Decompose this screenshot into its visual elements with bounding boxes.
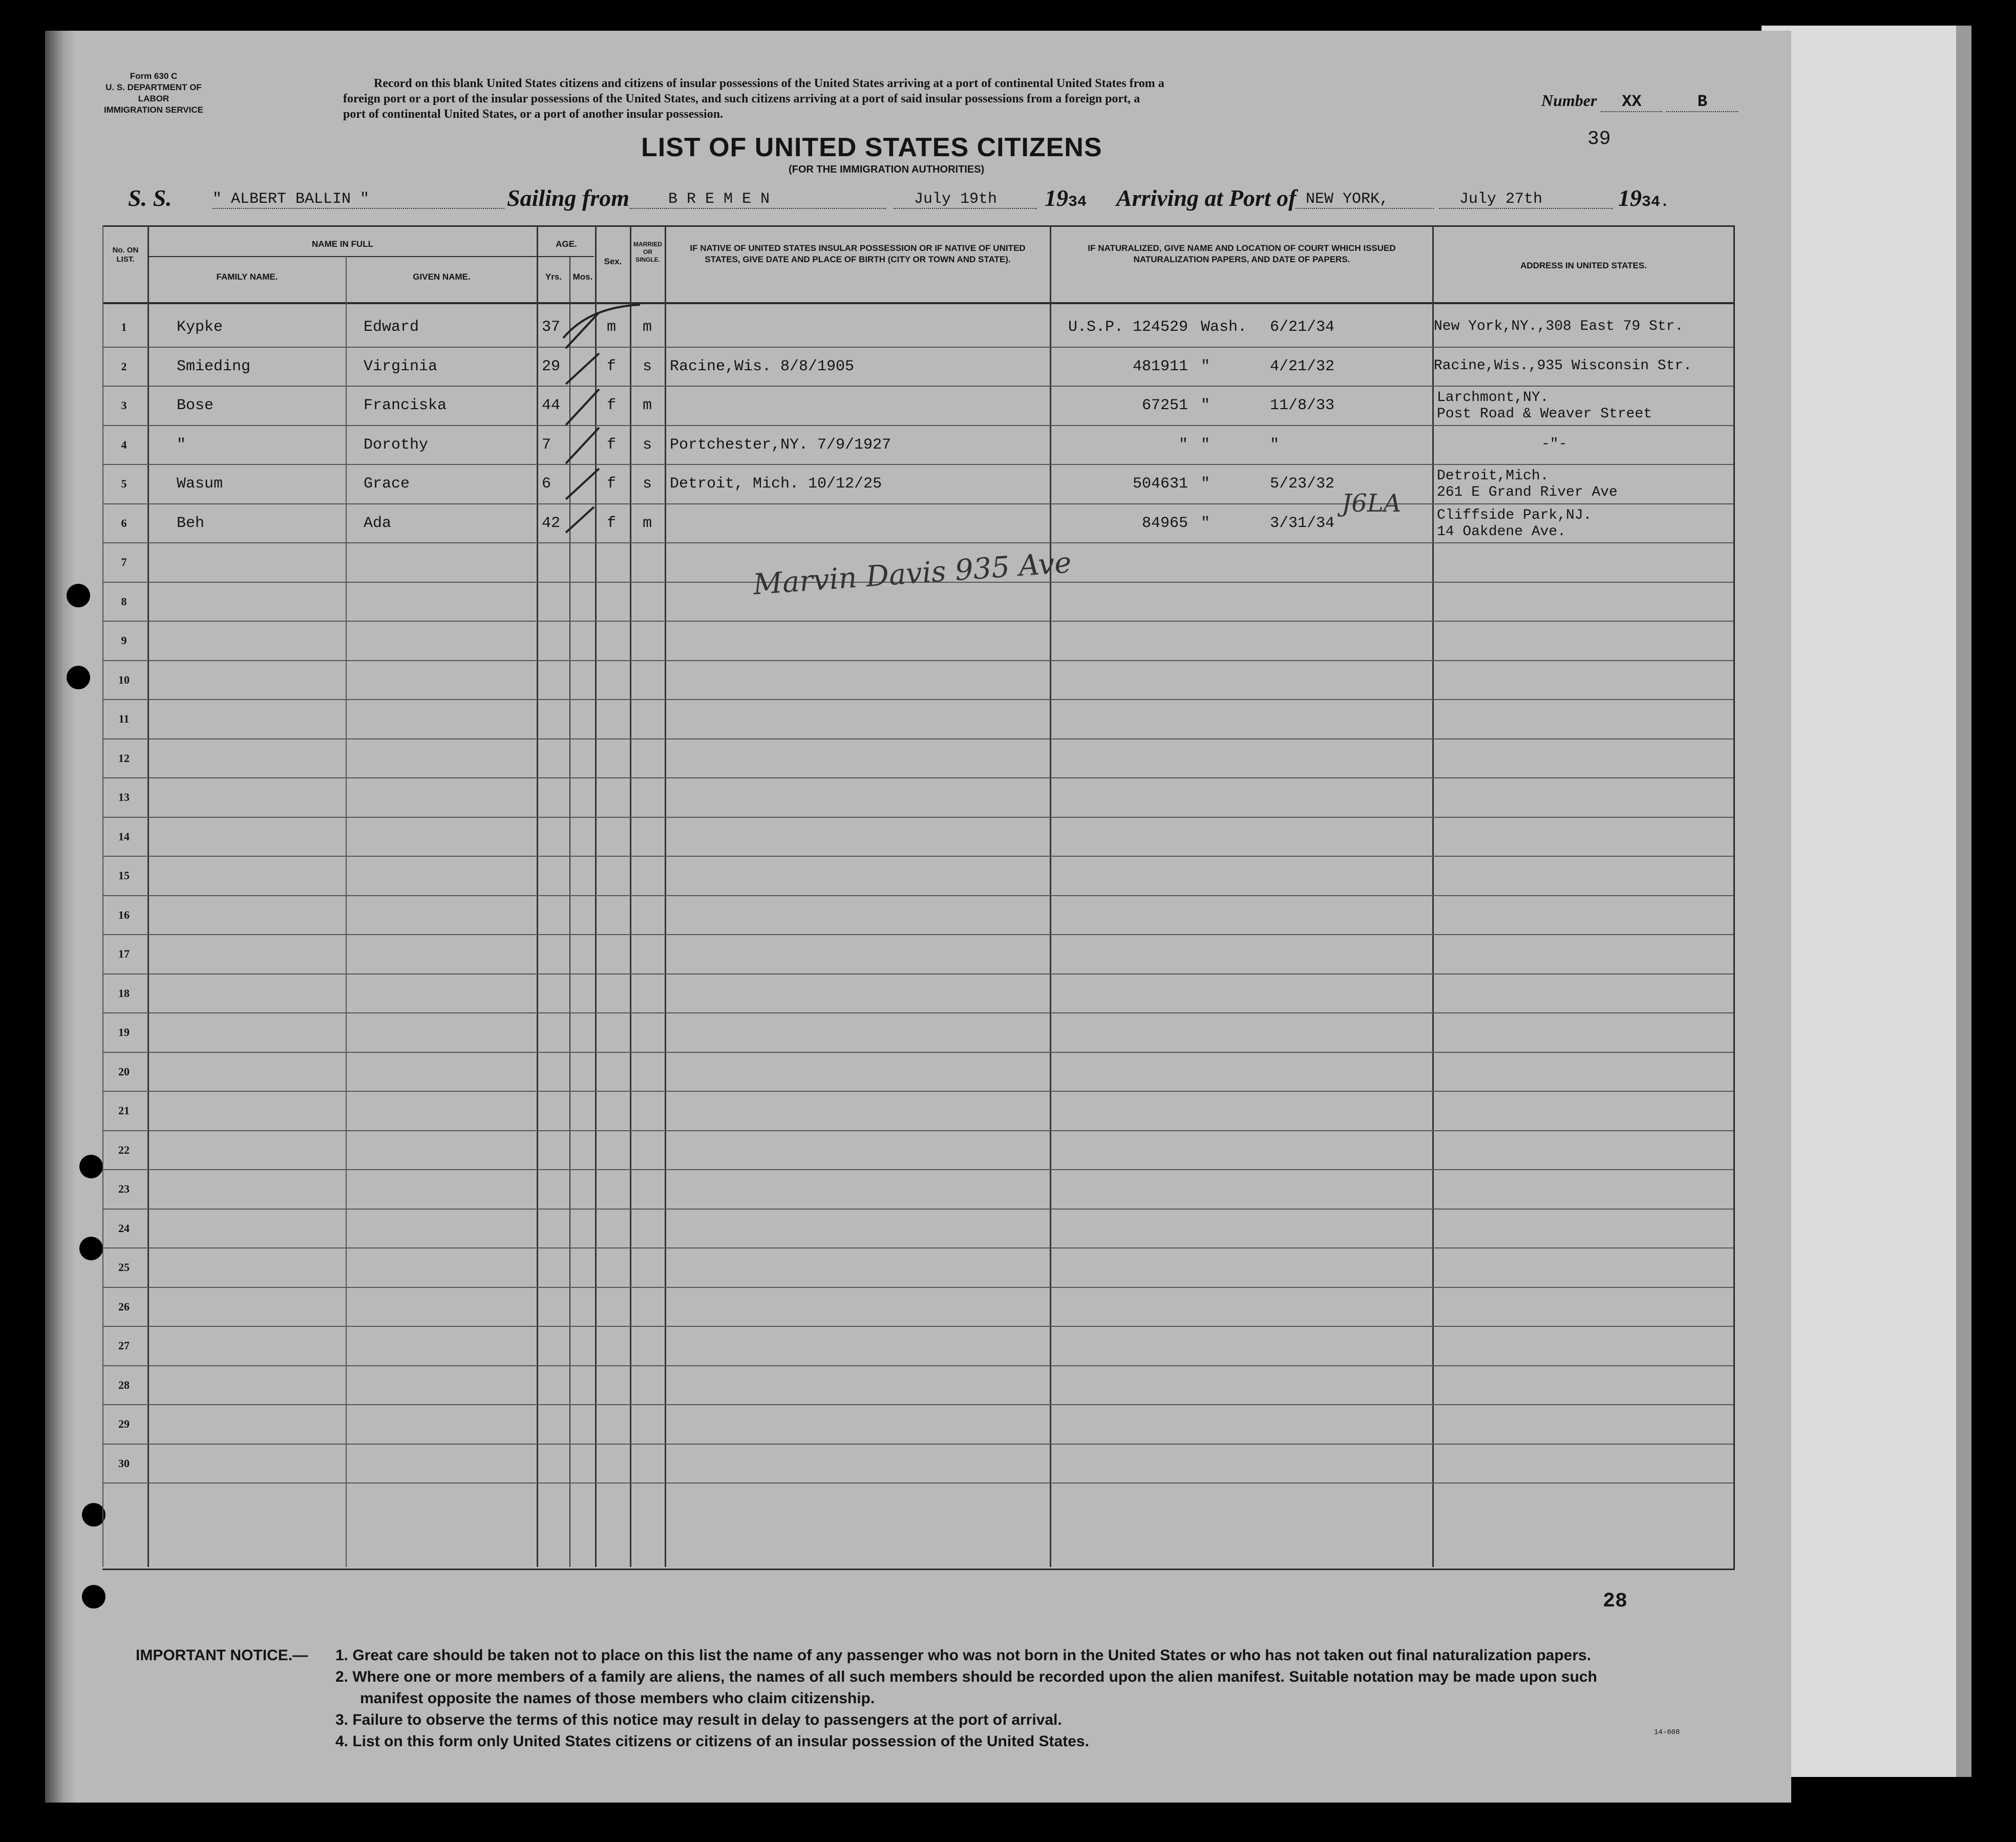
- row-rule: [102, 777, 1733, 778]
- notice-item: 4. List on this form only United States citizens or citizens of an insular possession of the United States.: [335, 1733, 1089, 1750]
- row-rule: [102, 973, 1733, 975]
- row-rule: [102, 1247, 1733, 1248]
- naturalization-number: 504631: [1132, 475, 1188, 493]
- row-number: 1: [121, 321, 127, 333]
- col-no-header: No. ON LIST.: [112, 246, 139, 264]
- row-number: 29: [118, 1417, 130, 1430]
- birth-place-date: Racine,Wis. 8/8/1905: [670, 357, 855, 375]
- address-line: 261 E Grand River Ave: [1437, 484, 1618, 500]
- sex: f: [607, 475, 617, 493]
- punch-hole: [67, 666, 90, 689]
- row-rule: [102, 1483, 1733, 1484]
- row-number: 5: [121, 477, 127, 490]
- col-age-header: AGE.: [556, 239, 577, 249]
- service: IMMIGRATION SERVICE: [104, 105, 203, 115]
- form-number: Form 630 C: [130, 71, 178, 81]
- birth-place-date: Detroit, Mich. 10/12/25: [670, 475, 882, 493]
- given-name: Franciska: [364, 397, 447, 414]
- row-rule: [102, 1052, 1733, 1053]
- address-line: -"-: [1541, 436, 1567, 452]
- row-number: 30: [118, 1456, 130, 1470]
- naturalization-date: 11/8/33: [1270, 397, 1335, 414]
- sail-year: [1045, 184, 1087, 211]
- row-number: 23: [118, 1182, 130, 1195]
- binding-strip: [1956, 26, 1971, 1777]
- address-line: Post Road & Weaver Street: [1437, 406, 1652, 422]
- row-number: 14: [118, 830, 130, 843]
- page-number: 39: [1587, 128, 1611, 150]
- number-suffix: B: [1666, 92, 1738, 112]
- row-rule: [102, 817, 1733, 818]
- departure-port: B R E M E N: [630, 190, 886, 209]
- marital-status: s: [643, 357, 652, 375]
- marital-status: m: [643, 319, 652, 336]
- number-value: XX: [1601, 92, 1662, 112]
- notice-items: [335, 1645, 1749, 1752]
- naturalization-number: 67251: [1141, 397, 1188, 414]
- naturalization-court: ": [1201, 436, 1211, 454]
- row-rule: [102, 1326, 1733, 1327]
- sailing-label: Sailing from: [507, 185, 630, 211]
- col-yrs-header: Yrs.: [545, 272, 562, 282]
- row-number: 24: [118, 1221, 130, 1235]
- row-number: 28: [118, 1378, 130, 1391]
- row-rule: [102, 425, 1733, 426]
- age-years: 7: [542, 436, 551, 454]
- row-rule: [102, 895, 1733, 896]
- marital-status: s: [643, 436, 652, 454]
- row-number: 11: [118, 712, 130, 725]
- family-name: Bose: [177, 397, 214, 414]
- address-line: 14 Oakdene Ave.: [1437, 523, 1566, 540]
- row-number: 9: [121, 634, 127, 647]
- year-prefix: 19: [1045, 185, 1068, 211]
- row-number: 2: [121, 359, 127, 373]
- naturalization-court: ": [1201, 475, 1211, 493]
- naturalization-court: ": [1201, 357, 1211, 375]
- row-number: 8: [121, 595, 127, 608]
- stamp-number: 28: [1603, 1590, 1628, 1613]
- intro-text: [343, 76, 1470, 122]
- address-line: New York,NY.,308 East 79 Str.: [1434, 319, 1684, 334]
- naturalization-court: ": [1201, 397, 1211, 414]
- header-rule: [102, 302, 1735, 304]
- col-given-header: GIVEN NAME.: [413, 272, 471, 282]
- row-number: 26: [118, 1300, 130, 1313]
- address-line: Racine,Wis.,935 Wisconsin Str.: [1434, 357, 1692, 374]
- row-number: 27: [118, 1339, 130, 1352]
- family-name: Smieding: [177, 357, 251, 375]
- arrive-year: [1618, 184, 1669, 211]
- row-rule: [102, 934, 1733, 935]
- given-name: Ada: [364, 514, 392, 532]
- sex: f: [607, 357, 617, 375]
- given-name: Dorothy: [364, 436, 429, 454]
- age-years: 29: [542, 357, 561, 375]
- given-name: Virginia: [364, 357, 438, 375]
- row-number: 25: [118, 1261, 130, 1274]
- arrival-port: NEW YORK,: [1296, 190, 1434, 209]
- age-years: 37: [542, 319, 561, 336]
- naturalization-number: U.S.P. 124529: [1068, 319, 1188, 336]
- notice-label: IMPORTANT NOTICE.—: [136, 1647, 308, 1664]
- row-number: 12: [118, 751, 130, 765]
- row-rule: [102, 1444, 1733, 1445]
- punch-hole: [82, 1585, 105, 1608]
- handwritten-note: J6LA: [1342, 489, 1402, 518]
- row-number: 18: [118, 986, 130, 1000]
- row-rule: [102, 386, 1733, 387]
- ship-name: " ALBERT BALLIN ": [213, 190, 504, 209]
- row-rule: [102, 347, 1733, 348]
- intro-line: port of continental United States, or a port of another insular possession.: [343, 108, 724, 121]
- sex: f: [607, 397, 617, 414]
- row-rule: [102, 1169, 1733, 1170]
- row-number: 6: [121, 516, 127, 530]
- row-number: 4: [121, 438, 127, 451]
- notice-item: 2. Where one or more members of a family are aliens, the names of all such members should be recorded upon the alien manifest. Suitable notation may be made upon such: [335, 1668, 1597, 1685]
- age-years: 6: [542, 475, 551, 493]
- row-rule: [102, 1091, 1733, 1092]
- punch-hole: [67, 584, 90, 607]
- address-line: Larchmont,NY.: [1437, 390, 1549, 406]
- marital-status: s: [643, 475, 652, 493]
- row-number: 15: [118, 869, 130, 882]
- row-number: 17: [118, 947, 130, 960]
- sex: m: [607, 319, 617, 336]
- punch-hole: [79, 1155, 103, 1178]
- row-rule: [102, 660, 1733, 661]
- department: U. S. DEPARTMENT OF LABOR: [105, 82, 202, 103]
- arrival-date: July 27th: [1439, 190, 1613, 209]
- row-rule: [102, 1209, 1733, 1210]
- birth-place-date: Portchester,NY. 7/9/1927: [670, 436, 892, 454]
- given-name: Grace: [364, 475, 410, 493]
- number-field: [1541, 91, 1738, 112]
- col-line: [346, 256, 347, 1567]
- naturalization-date: ": [1270, 436, 1280, 454]
- year-prefix: 19: [1618, 185, 1642, 211]
- punch-hole: [79, 1237, 103, 1260]
- intro-line: Record on this blank United States citizens and citizens of insular possessions of the United States arriving at a port of continental United States from a: [374, 77, 1164, 90]
- handwritten-address: Marvin Davis 935 Ave: [752, 546, 1073, 602]
- age-years: 44: [542, 397, 561, 414]
- row-rule: [102, 856, 1733, 857]
- row-rule: [102, 503, 1733, 504]
- row-rule: [102, 464, 1733, 465]
- arriving-label: Arriving at Port of: [1116, 185, 1297, 211]
- form-id-block: [102, 71, 205, 116]
- col-mos-header: Mos.: [572, 272, 593, 282]
- naturalization-number: ": [1178, 436, 1188, 454]
- naturalization-date: 6/21/34: [1270, 319, 1335, 336]
- sailing-date: July 19th: [894, 190, 1037, 209]
- check-marks: [538, 297, 671, 563]
- naturalization-date: 3/31/34: [1270, 514, 1335, 532]
- marital-status: m: [643, 514, 652, 532]
- row-number: 13: [118, 791, 130, 803]
- family-name: Wasum: [177, 475, 223, 493]
- naturalization-court: Wash.: [1201, 319, 1247, 336]
- row-rule: [102, 621, 1733, 622]
- row-number: 20: [118, 1065, 130, 1078]
- col-family-header: FAMILY NAME.: [216, 272, 278, 282]
- notice-item: 3. Failure to observe the terms of this notice may result in delay to passengers at the port of arrival.: [335, 1711, 1062, 1728]
- arrive-year-value: 34.: [1642, 194, 1670, 211]
- row-rule: [102, 1130, 1733, 1131]
- row-number: 16: [118, 908, 130, 921]
- notice-item: manifest opposite the names of those members who claim citizenship.: [360, 1690, 875, 1707]
- naturalization-date: 4/21/32: [1270, 357, 1335, 375]
- row-rule: [102, 1365, 1733, 1366]
- family-name: Beh: [177, 514, 205, 532]
- form-subtitle: (FOR THE IMMIGRATION AUTHORITIES): [789, 164, 985, 175]
- row-number: 19: [118, 1026, 130, 1039]
- address-line: Cliffside Park,NJ.: [1437, 507, 1592, 523]
- intro-line: foreign port or a port of the insular possessions of the United States, and such citizens arriving at a port of said insular possessions from a foreign port, a: [343, 92, 1140, 105]
- family-name: ": [177, 436, 186, 454]
- page-spine-shadow: [45, 31, 76, 1803]
- address-line: Detroit,Mich.: [1437, 468, 1549, 484]
- manifest-table: [102, 225, 1735, 1570]
- col-native-header: IF NATIVE OF UNITED STATES INSULAR POSSESSION OR IF NATIVE OF UNITED STATES, GIVE DATE AND PLACE OF BIRTH (CITY OR TOWN AND STATE).: [690, 243, 1026, 264]
- given-name: Edward: [364, 319, 419, 336]
- sex: f: [607, 436, 617, 454]
- notice-item: 1. Great care should be taken not to place on this list the name of any passenger who was not born in the United States or who has not taken out final naturalization papers.: [335, 1647, 1591, 1664]
- ss-label: S. S.: [128, 185, 172, 211]
- col-naturalized-header: IF NATURALIZED, GIVE NAME AND LOCATION OF COURT WHICH ISSUED NATURALIZATION PAPERS, AND DATE OF PAPERS.: [1088, 243, 1396, 264]
- row-rule: [102, 1012, 1733, 1013]
- col-married-header: MARRIED OR SINGLE.: [633, 241, 662, 263]
- row-number: 21: [118, 1104, 130, 1117]
- row-number: 10: [118, 673, 130, 686]
- naturalization-number: 84965: [1141, 514, 1188, 532]
- col-address-header: ADDRESS IN UNITED STATES.: [1520, 261, 1647, 270]
- name-subrule: [148, 256, 538, 257]
- naturalization-number: 481911: [1132, 357, 1188, 375]
- naturalization-date: 5/23/32: [1270, 475, 1335, 493]
- form-title: LIST OF UNITED STATES CITIZENS: [641, 133, 1102, 162]
- form-code: 14-608: [1654, 1728, 1680, 1737]
- row-number: 7: [121, 556, 127, 568]
- sail-year-value: 34: [1068, 194, 1087, 211]
- marital-status: m: [643, 397, 652, 414]
- row-number: 22: [118, 1143, 130, 1156]
- number-label: Number: [1541, 91, 1597, 110]
- row-rule: [102, 1404, 1733, 1405]
- family-name: Kypke: [177, 319, 223, 336]
- row-rule: [102, 542, 1733, 543]
- sex: f: [607, 514, 617, 532]
- age-subrule: [538, 256, 594, 257]
- row-rule: [102, 738, 1733, 739]
- col-name-header: NAME IN FULL: [312, 239, 373, 249]
- row-number: 3: [121, 399, 127, 412]
- naturalization-court: ": [1201, 514, 1211, 532]
- row-rule: [102, 1287, 1733, 1288]
- age-years: 42: [542, 514, 561, 532]
- col-sex-header: Sex.: [604, 257, 622, 266]
- row-rule: [102, 699, 1733, 700]
